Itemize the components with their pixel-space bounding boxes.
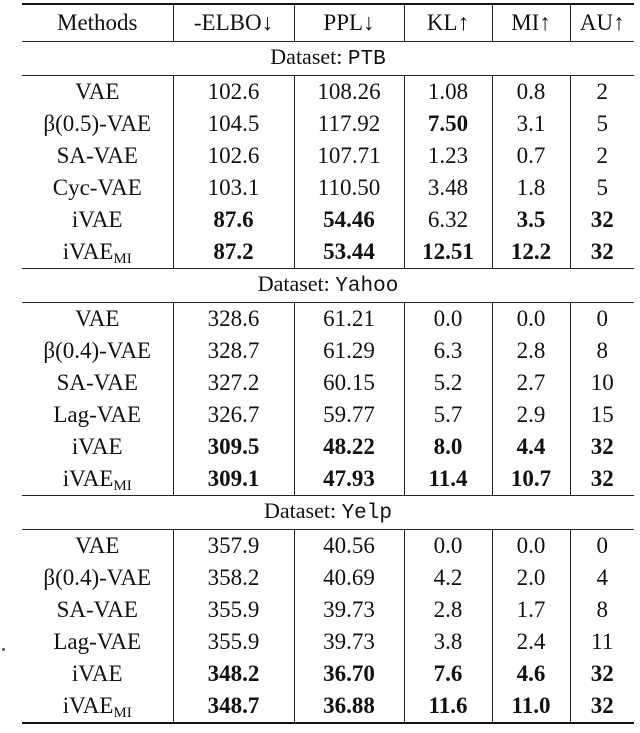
method-cell: [22, 367, 173, 399]
elbo-cell: 326.7: [173, 399, 294, 431]
elbo-cell: 104.5: [173, 108, 294, 140]
dataset-name: Yahoo: [335, 275, 399, 298]
table-row: [22, 76, 634, 109]
mi-cell: 1.8: [492, 172, 570, 204]
dataset-header-row: [22, 42, 634, 76]
ppl-cell: 60.15: [294, 367, 404, 399]
table-row: [22, 690, 634, 723]
method-name: SA-VAE: [56, 597, 138, 622]
mi-cell: 12.2: [492, 236, 570, 269]
method-cell: [22, 530, 173, 563]
au-cell: 5: [570, 108, 634, 140]
kl-cell: 11.4: [404, 463, 492, 496]
header-ppl: PPL↓: [294, 4, 404, 42]
kl-cell: 3.48: [404, 172, 492, 204]
method-cell: [22, 76, 173, 109]
elbo-cell: 309.1: [173, 463, 294, 496]
au-cell: 4: [570, 562, 634, 594]
method-name: VAE: [75, 306, 120, 331]
dataset-label: [22, 42, 634, 76]
kl-cell: 2.8: [404, 594, 492, 626]
ppl-cell: 47.93: [294, 463, 404, 496]
kl-cell: 7.50: [404, 108, 492, 140]
mi-cell: 10.7: [492, 463, 570, 496]
method-cell: [22, 562, 173, 594]
table-row: [22, 236, 634, 269]
header-mi: MI↑: [492, 4, 570, 42]
mi-cell: 2.9: [492, 399, 570, 431]
au-cell: 32: [570, 658, 634, 690]
table-row: [22, 140, 634, 172]
kl-cell: 8.0: [404, 431, 492, 463]
kl-cell: 0.0: [404, 303, 492, 336]
ppl-cell: 107.71: [294, 140, 404, 172]
table-row: [22, 108, 634, 140]
elbo-cell: 327.2: [173, 367, 294, 399]
table-row: [22, 303, 634, 336]
mi-cell: 4.6: [492, 658, 570, 690]
table-row: [22, 658, 634, 690]
kl-cell: 1.23: [404, 140, 492, 172]
method-cell: [22, 399, 173, 431]
method-cell: [22, 140, 173, 172]
ppl-cell: 36.88: [294, 690, 404, 723]
results-table: [22, 3, 634, 724]
method-name: iVAE: [71, 434, 123, 459]
ppl-cell: 59.77: [294, 399, 404, 431]
mi-cell: 2.0: [492, 562, 570, 594]
elbo-cell: 355.9: [173, 626, 294, 658]
elbo-cell: 102.6: [173, 76, 294, 109]
au-cell: 5: [570, 172, 634, 204]
au-cell: 0: [570, 530, 634, 563]
method-cell: [22, 108, 173, 140]
dataset-name: Yelp: [341, 502, 392, 525]
method-cell: [22, 335, 173, 367]
method-name: iVAE: [62, 239, 114, 264]
ppl-cell: 53.44: [294, 236, 404, 269]
au-cell: 2: [570, 76, 634, 109]
method-subscript: MI: [113, 251, 132, 267]
kl-cell: 12.51: [404, 236, 492, 269]
ppl-cell: 61.29: [294, 335, 404, 367]
table-body: [22, 42, 634, 724]
dataset-header-row: [22, 269, 634, 303]
mi-cell: 2.7: [492, 367, 570, 399]
table-row: [22, 431, 634, 463]
method-cell: [22, 463, 173, 496]
au-cell: 8: [570, 335, 634, 367]
table-row: [22, 204, 634, 236]
mi-cell: 0.8: [492, 76, 570, 109]
method-name: β(0.5)-VAE: [43, 111, 152, 136]
dataset-prefix: Dataset:: [263, 498, 342, 523]
elbo-cell: 328.7: [173, 335, 294, 367]
ppl-cell: 61.21: [294, 303, 404, 336]
mi-cell: 11.0: [492, 690, 570, 723]
mi-cell: 0.0: [492, 530, 570, 563]
table-row: [22, 530, 634, 563]
method-name: Cyc-VAE: [52, 175, 142, 200]
mi-cell: 4.4: [492, 431, 570, 463]
kl-cell: 5.2: [404, 367, 492, 399]
method-cell: [22, 204, 173, 236]
elbo-cell: 355.9: [173, 594, 294, 626]
ppl-cell: 40.69: [294, 562, 404, 594]
table-row: [22, 335, 634, 367]
method-cell: [22, 594, 173, 626]
dataset-header-row: [22, 496, 634, 530]
dataset-name: PTB: [347, 48, 386, 71]
mi-cell: 2.8: [492, 335, 570, 367]
header-kl: KL↑: [404, 4, 492, 42]
method-name: SA-VAE: [56, 370, 138, 395]
method-cell: [22, 626, 173, 658]
ppl-cell: 54.46: [294, 204, 404, 236]
method-name: VAE: [75, 79, 120, 104]
kl-cell: 4.2: [404, 562, 492, 594]
elbo-cell: 348.2: [173, 658, 294, 690]
ppl-cell: 39.73: [294, 594, 404, 626]
table-row: [22, 367, 634, 399]
au-cell: 32: [570, 204, 634, 236]
table-row: [22, 626, 634, 658]
table-row: [22, 562, 634, 594]
kl-cell: 7.6: [404, 658, 492, 690]
elbo-cell: 87.6: [173, 204, 294, 236]
kl-cell: 0.0: [404, 530, 492, 563]
header-methods: Methods: [57, 10, 138, 35]
method-cell: [22, 303, 173, 336]
method-name: SA-VAE: [56, 143, 138, 168]
au-cell: 11: [570, 626, 634, 658]
header-au: AU↑: [570, 4, 634, 42]
elbo-cell: 87.2: [173, 236, 294, 269]
method-name: iVAE: [62, 693, 114, 718]
mi-cell: 1.7: [492, 594, 570, 626]
mi-cell: 0.7: [492, 140, 570, 172]
ppl-cell: 39.73: [294, 626, 404, 658]
elbo-cell: 358.2: [173, 562, 294, 594]
method-cell: [22, 690, 173, 723]
method-name: β(0.4)-VAE: [43, 338, 152, 363]
au-cell: 8: [570, 594, 634, 626]
method-name: Lag-VAE: [53, 629, 142, 654]
mi-cell: 0.0: [492, 303, 570, 336]
elbo-cell: 328.6: [173, 303, 294, 336]
elbo-cell: 102.6: [173, 140, 294, 172]
header-elbo: -ELBO↓: [173, 4, 294, 42]
ppl-cell: 48.22: [294, 431, 404, 463]
mi-cell: 3.5: [492, 204, 570, 236]
table-row: [22, 594, 634, 626]
ppl-cell: 117.92: [294, 108, 404, 140]
au-cell: 32: [570, 690, 634, 723]
method-subscript: MI: [113, 478, 132, 494]
au-cell: 0: [570, 303, 634, 336]
au-cell: 10: [570, 367, 634, 399]
elbo-cell: 309.5: [173, 431, 294, 463]
kl-cell: 1.08: [404, 76, 492, 109]
mi-cell: 3.1: [492, 108, 570, 140]
au-cell: 32: [570, 236, 634, 269]
method-name: iVAE: [71, 661, 123, 686]
au-cell: 15: [570, 399, 634, 431]
method-cell: [22, 431, 173, 463]
method-cell: [22, 236, 173, 269]
ppl-cell: 108.26: [294, 76, 404, 109]
mi-cell: 2.4: [492, 626, 570, 658]
kl-cell: 5.7: [404, 399, 492, 431]
table-row: [22, 463, 634, 496]
method-name: Lag-VAE: [53, 402, 142, 427]
ppl-cell: 40.56: [294, 530, 404, 563]
au-cell: 32: [570, 431, 634, 463]
ppl-cell: 36.70: [294, 658, 404, 690]
method-name: iVAE: [62, 466, 114, 491]
method-cell: [22, 658, 173, 690]
method-name: β(0.4)-VAE: [43, 565, 152, 590]
header-row: [22, 4, 634, 42]
margin-dot: [2, 648, 5, 651]
table-row: [22, 172, 634, 204]
dataset-prefix: Dataset:: [257, 271, 336, 296]
kl-cell: 11.6: [404, 690, 492, 723]
elbo-cell: 357.9: [173, 530, 294, 563]
results-table-container: [22, 3, 634, 724]
kl-cell: 6.32: [404, 204, 492, 236]
method-cell: [22, 172, 173, 204]
dataset-label: [22, 496, 634, 530]
elbo-cell: 103.1: [173, 172, 294, 204]
dataset-label: [22, 269, 634, 303]
dataset-prefix: Dataset:: [270, 44, 348, 69]
method-subscript: MI: [113, 705, 132, 721]
kl-cell: 6.3: [404, 335, 492, 367]
ppl-cell: 110.50: [294, 172, 404, 204]
elbo-cell: 348.7: [173, 690, 294, 723]
au-cell: 2: [570, 140, 634, 172]
method-name: VAE: [75, 533, 120, 558]
method-name: iVAE: [71, 207, 123, 232]
kl-cell: 3.8: [404, 626, 492, 658]
au-cell: 32: [570, 463, 634, 496]
table-row: [22, 399, 634, 431]
